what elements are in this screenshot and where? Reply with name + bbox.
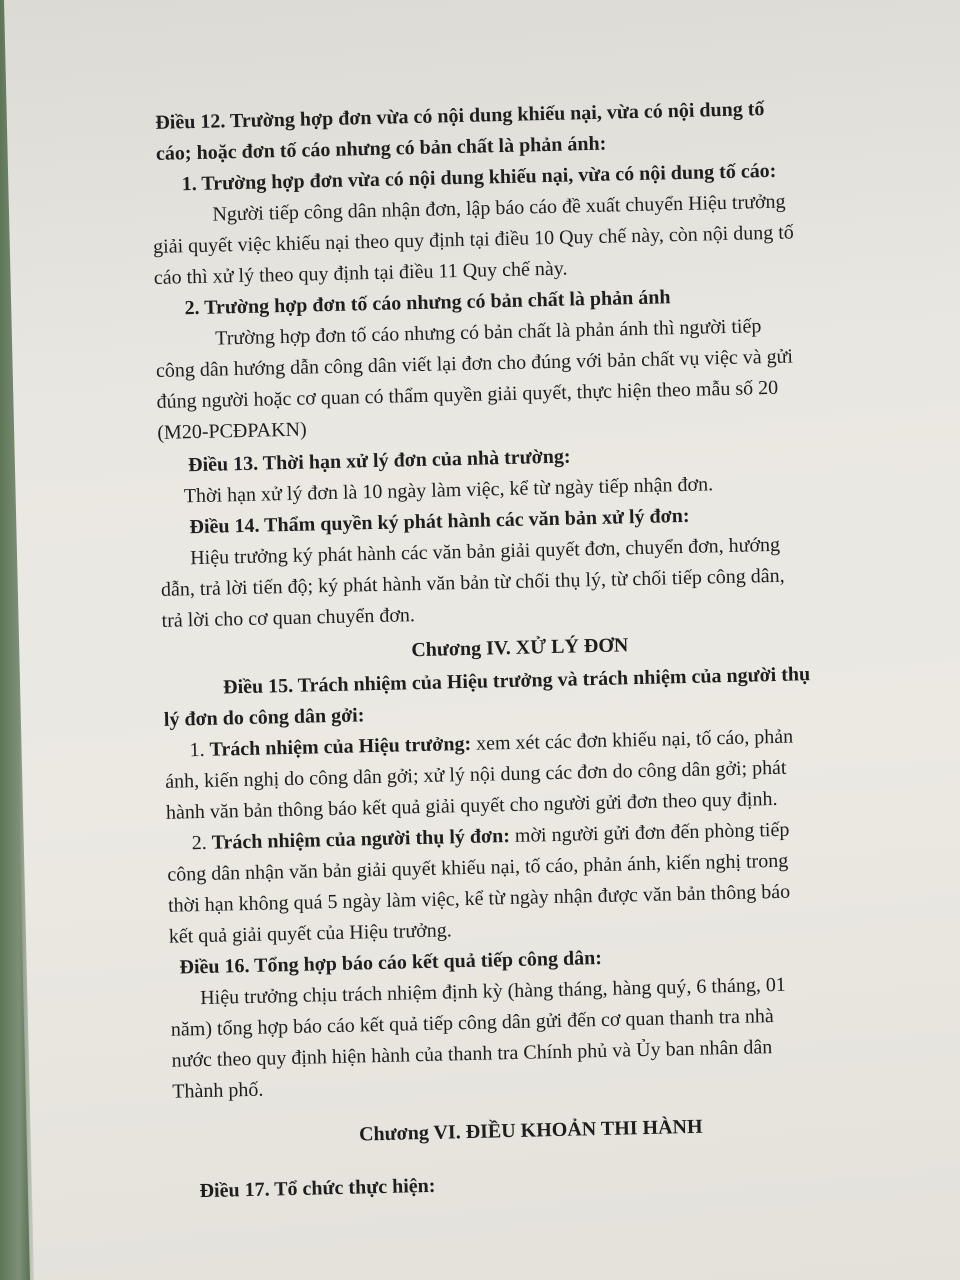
dieu16-line1: Hiệu trưởng chịu trách nhiệm định kỳ (hàng tháng, hàng quý, 6 tháng, 01 [199, 973, 787, 1010]
dieu12-item2-line1: Trường hợp đơn tố cáo nhưng có bản chất là phản ánh thì người tiếp [214, 315, 762, 350]
dieu15-item1-text: xem xét các đơn khiếu nại, tố cáo, phản [475, 725, 794, 755]
dieu12-item1-line3: cáo thì xử lý theo quy định tại điều 11 Quy chế này. [153, 257, 568, 289]
dieu16-line4: Thành phố. [172, 1078, 264, 1103]
dieu16-line2: năm) tổng hợp báo cáo kết quả tiếp công dân gửi đến cơ quan thanh tra nhà [170, 1005, 774, 1041]
dieu15-item1-number: 1. [189, 738, 205, 762]
chapter-6-title: Chương VI. ĐIỀU KHOẢN THI HÀNH [358, 1115, 703, 1146]
dieu12-item1-title: 1. Trường hợp đơn vừa có nội dung khiếu nại, vừa có nội dung tố cáo: [181, 159, 777, 196]
dieu14-line3: trả lời cho cơ quan chuyển đơn. [161, 604, 416, 632]
dieu12-item2-line3: đúng người hoặc cơ quan có thẩm quyền giải quyết, thực hiện theo mẫu số 20 [156, 376, 779, 413]
dieu12-item2-title: 2. Trường hợp đơn tố cáo nhưng có bản chất là phản ánh [184, 286, 671, 320]
dieu15-item2-text: mời người gửi đơn đến phòng tiếp [514, 818, 790, 847]
dieu16-line3: nước theo quy định hiện hành của thanh tra Chính phủ và Ủy ban nhân dân [171, 1036, 773, 1072]
dieu15-item2-line3: thời hạn không quá 5 ngày làm việc, kể từ ngày nhận được văn bản thông báo [167, 880, 791, 917]
dieu12-item2-line4: (M20-PCĐPAKN) [157, 418, 307, 444]
chapter-4-title: Chương IV. XỬ LÝ ĐƠN [411, 634, 629, 662]
dieu13-line1: Thời hạn xử lý đơn là 10 ngày làm việc, kể từ ngày tiếp nhận đơn. [183, 473, 714, 508]
dieu17-heading: Điều 17. Tổ chức thực hiện: [199, 1174, 436, 1203]
dieu15-item1-line2: ánh, kiến nghị do công dân gởi; xử lý nội dung các đơn do công dân gởi; phát [165, 756, 787, 793]
dieu16-heading: Điều 16. Tổng hợp báo cáo kết quả tiếp công dân: [179, 946, 603, 979]
dieu14-heading: Điều 14. Thẩm quyền ký phát hành các văn bản xử lý đơn: [189, 504, 690, 539]
dieu15-item2-line2: công dân nhận văn bản giải quyết khiếu nại, tố cáo, phản ánh, kiến nghị trong [167, 849, 789, 886]
dieu15-item2-label: Trách nhiệm của người thụ lý đơn: [211, 825, 511, 854]
dieu12-item1-line2: giải quyết việc khiếu nại theo quy định tại điều 10 Quy chế này, còn nội dung tố [152, 221, 795, 258]
dieu15-heading-line2: lý đơn do công dân gởi: [163, 704, 365, 731]
dieu15-item1-label: Trách nhiệm của Hiệu trưởng: [209, 732, 472, 761]
dieu12-item2-line2: công dân hướng dẫn công dân viết lại đơn cho đúng với bản chất vụ việc và gửi [155, 345, 794, 382]
dieu15-item1-line3: hành văn bản thông báo kết quả giải quyết cho người gửi đơn theo quy định. [165, 787, 778, 824]
dieu14-line2: dẫn, trả lời tiến độ; ký phát hành văn bản từ chối thụ lý, từ chối tiếp công dân, [160, 564, 785, 601]
dieu15-heading-line1: Điều 15. Trách nhiệm của Hiệu trưởng và trách nhiệm của người thụ [222, 663, 811, 699]
dieu14-line1: Hiệu trưởng ký phát hành các văn bản giải quyết đơn, chuyển đơn, hướng [189, 533, 781, 570]
document-body [150, 92, 890, 1208]
dieu12-heading-line2: cáo; hoặc đơn tố cáo nhưng có bản chất là phản ánh: [155, 132, 607, 165]
dieu13-heading: Điều 13. Thời hạn xử lý đơn của nhà trường: [187, 445, 571, 477]
dieu12-item1-line1: Người tiếp công dân nhận đơn, lập báo cáo đề xuất chuyển Hiệu trưởng [212, 190, 786, 226]
dieu12-heading-line1: Điều 12. Trường hợp đơn vừa có nội dung khiếu nại, vừa có nội dung tố [155, 98, 765, 134]
dieu15-item2-number: 2. [191, 831, 207, 855]
dieu15-item2-line4: kết quả giải quyết của Hiệu trưởng. [168, 919, 452, 948]
